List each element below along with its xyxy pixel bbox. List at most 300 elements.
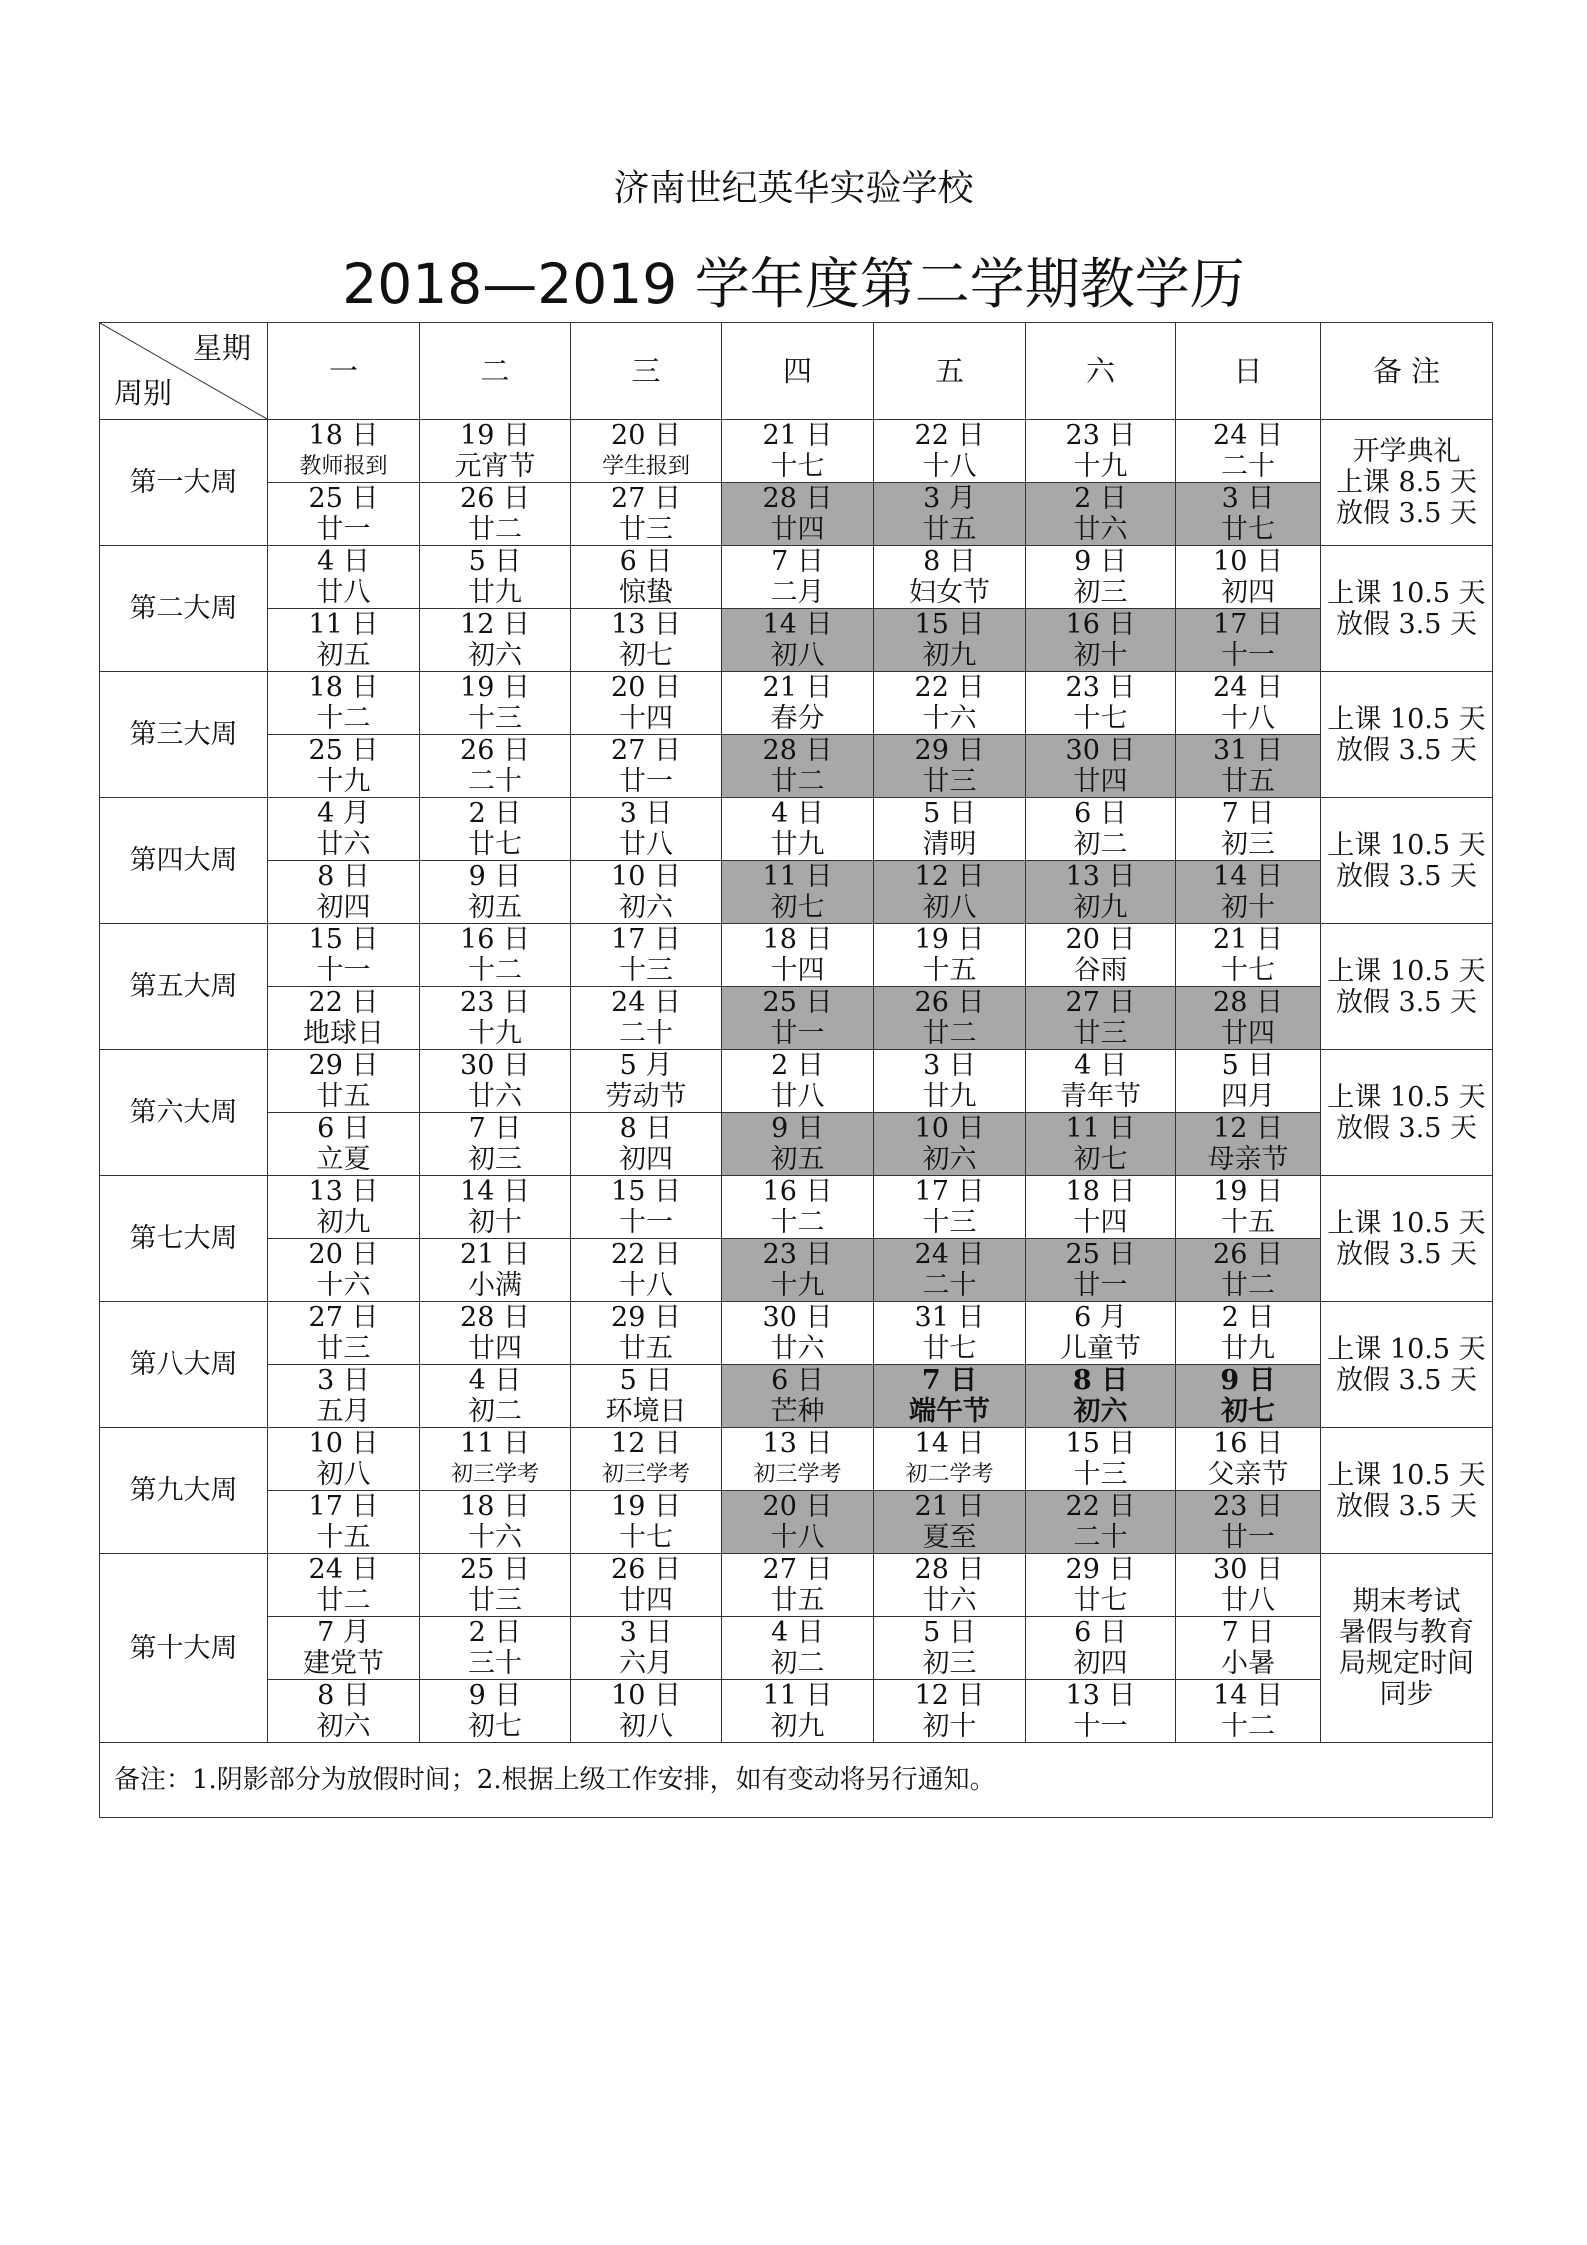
date-label: 25 日: [308, 735, 379, 766]
date-label: 13 日: [762, 1428, 833, 1459]
day-cell: [268, 546, 420, 609]
date-label: 29 日: [611, 1302, 681, 1333]
day-cell: [571, 1302, 722, 1365]
calendar-row: [100, 672, 1493, 735]
day-cell: [1176, 1428, 1321, 1491]
lunar-or-event-label: 初五: [468, 892, 522, 923]
day-cell: [1176, 1302, 1321, 1365]
date-label: 13 日: [308, 1176, 379, 1207]
lunar-or-event-label: 二月: [770, 577, 825, 608]
date-label: 8 日: [923, 546, 976, 577]
date-label: 15 日: [914, 609, 985, 640]
lunar-or-event-label: 初二: [1073, 829, 1128, 860]
day-cell: [1176, 546, 1321, 609]
day-cell: [268, 1680, 420, 1743]
date-label: 27 日: [1065, 987, 1136, 1018]
date-label: 20 日: [611, 672, 681, 703]
date-label: 17 日: [611, 924, 681, 955]
date-label: 2 日: [468, 1617, 522, 1648]
day-cell: [874, 1680, 1026, 1743]
date-label: 27 日: [308, 1302, 379, 1333]
lunar-or-event-label: 廿四: [468, 1333, 522, 1364]
lunar-or-event-label: 十九: [1073, 451, 1128, 482]
day-cell: [268, 1428, 420, 1491]
holiday-day-cell: [1026, 1365, 1176, 1428]
date-label: 3 日: [317, 1365, 370, 1396]
lunar-or-event-label: 廿九: [922, 1081, 977, 1112]
remark-line: 放假 3.5 天: [1335, 1490, 1478, 1522]
calendar-row: [100, 1428, 1493, 1491]
holiday-day-cell: [874, 1239, 1026, 1302]
calendar-row: [100, 861, 1493, 924]
lunar-or-event-label: 廿八: [770, 1081, 825, 1112]
date-label: 8 日: [619, 1113, 673, 1144]
lunar-or-event-label: 清明: [922, 829, 977, 860]
day-cell: [268, 1113, 420, 1176]
day-cell: [571, 1428, 722, 1491]
date-label: 11 日: [762, 861, 833, 892]
lunar-or-event-label: 十四: [770, 955, 825, 986]
day-cell: [571, 1617, 722, 1680]
weekday-header: 五: [874, 323, 1026, 420]
lunar-or-event-label: 廿六: [468, 1081, 522, 1112]
lunar-or-event-label: 十八: [770, 1522, 825, 1553]
date-label: 24 日: [914, 1239, 985, 1270]
date-label: 23 日: [1065, 420, 1136, 451]
week-remark: [1321, 1176, 1493, 1302]
date-label: 22 日: [914, 672, 985, 703]
date-label: 29 日: [914, 735, 985, 766]
page-title: 2018—2019 学年度第二学期教学历: [342, 252, 1245, 316]
lunar-or-event-label: 十五: [922, 955, 977, 986]
lunar-or-event-label: 教师报到: [299, 454, 388, 479]
date-label: 2 日: [1074, 483, 1127, 514]
holiday-day-cell: [874, 1113, 1026, 1176]
day-cell: [268, 483, 420, 546]
day-cell: [571, 1365, 722, 1428]
calendar-row: [100, 483, 1493, 546]
lunar-or-event-label: 二十: [1073, 1522, 1128, 1553]
lunar-or-event-label: 廿五: [316, 1081, 371, 1112]
lunar-or-event-label: 环境日: [605, 1396, 687, 1427]
lunar-or-event-label: 廿五: [770, 1585, 825, 1616]
remark-line: 上课 10.5 天: [1327, 1459, 1486, 1491]
date-label: 4 日: [317, 546, 370, 577]
date-label: 14 日: [914, 1428, 985, 1459]
day-cell: [1026, 546, 1176, 609]
remark-line: 上课 10.5 天: [1327, 1333, 1486, 1365]
day-cell: [420, 1491, 571, 1554]
date-label: 16 日: [1213, 1428, 1283, 1459]
date-label: 6 日: [1074, 1617, 1127, 1648]
day-cell: [420, 1365, 571, 1428]
lunar-or-event-label: 初五: [316, 640, 371, 671]
holiday-day-cell: [1026, 861, 1176, 924]
lunar-or-event-label: 初八: [922, 892, 977, 923]
lunar-or-event-label: 初八: [619, 1711, 673, 1742]
remark-line: 放假 3.5 天: [1335, 860, 1478, 892]
date-label: 30 日: [460, 1050, 530, 1081]
date-label: 3 日: [619, 1617, 673, 1648]
date-label: 14 日: [762, 609, 833, 640]
date-label: 9 日: [468, 861, 522, 892]
lunar-or-event-label: 十七: [1221, 955, 1275, 986]
date-label: 6 日: [771, 1365, 824, 1396]
week-remark: [1321, 924, 1493, 1050]
day-cell: [571, 1554, 722, 1617]
remark-line: 放假 3.5 天: [1335, 498, 1478, 529]
day-cell: [571, 609, 722, 672]
lunar-or-event-label: 初二学考: [905, 1462, 994, 1487]
remark-line: 上课 10.5 天: [1327, 1081, 1486, 1113]
date-label: 5 日: [1221, 1050, 1275, 1081]
day-cell: [420, 1680, 571, 1743]
date-label: 17 日: [308, 1491, 379, 1522]
date-label: 21 日: [762, 420, 833, 451]
date-label: 8 日: [1072, 1365, 1129, 1396]
day-cell: [268, 1554, 420, 1617]
date-label: 23 日: [762, 1239, 833, 1270]
footer-note: 备注：1.阴影部分为放假时间；2.根据上级工作安排，如有变动将另行通知。: [100, 1743, 1493, 1818]
lunar-or-event-label: 春分: [770, 703, 825, 734]
date-label: 24 日: [611, 987, 681, 1018]
footer-row: [100, 1743, 1493, 1818]
lunar-or-event-label: 廿六: [316, 829, 371, 860]
lunar-or-event-label: 廿六: [770, 1333, 825, 1364]
calendar-row: [100, 1680, 1493, 1743]
week-label: 第十大周: [100, 1554, 268, 1743]
day-cell: [571, 483, 722, 546]
day-cell: [1026, 1050, 1176, 1113]
day-cell: [1176, 798, 1321, 861]
remark-line: 上课 10.5 天: [1327, 577, 1486, 609]
day-cell: [571, 1491, 722, 1554]
date-label: 17 日: [1213, 609, 1283, 640]
lunar-or-event-label: 初六: [468, 640, 522, 671]
date-label: 13 日: [1065, 1680, 1136, 1711]
week-remark: [1321, 1302, 1493, 1428]
lunar-or-event-label: 初七: [619, 640, 673, 671]
day-cell: [571, 672, 722, 735]
lunar-or-event-label: 端午节: [909, 1396, 990, 1427]
lunar-or-event-label: 廿一: [619, 766, 673, 797]
lunar-or-event-label: 初二: [468, 1396, 522, 1427]
holiday-day-cell: [874, 861, 1026, 924]
week-label: 第七大周: [100, 1176, 268, 1302]
date-label: 16 日: [460, 924, 530, 955]
day-cell: [420, 1428, 571, 1491]
date-label: 5 日: [923, 798, 976, 829]
calendar-body: [100, 323, 1493, 1743]
lunar-or-event-label: 廿四: [1073, 766, 1128, 797]
date-label: 14 日: [1213, 1680, 1283, 1711]
lunar-or-event-label: 廿一: [316, 514, 371, 545]
holiday-day-cell: [722, 1491, 874, 1554]
date-label: 5 日: [468, 546, 522, 577]
calendar-row: [100, 1617, 1493, 1680]
lunar-or-event-label: 十三: [619, 955, 673, 986]
lunar-or-event-label: 初三: [1073, 577, 1128, 608]
lunar-or-event-label: 廿二: [468, 514, 522, 545]
week-label: 第六大周: [100, 1050, 268, 1176]
lunar-or-event-label: 初四: [1073, 1648, 1128, 1679]
lunar-or-event-label: 廿五: [619, 1333, 673, 1364]
school-name: 济南世纪英华实验学校: [613, 168, 974, 209]
lunar-or-event-label: 惊蛰: [619, 577, 673, 608]
day-cell: [1026, 798, 1176, 861]
date-label: 6 日: [1074, 798, 1127, 829]
date-label: 18 日: [762, 924, 833, 955]
date-label: 22 日: [308, 987, 379, 1018]
lunar-or-event-label: 廿二: [770, 766, 825, 797]
lunar-or-event-label: 廿七: [1221, 514, 1275, 545]
date-label: 4 日: [771, 798, 824, 829]
lunar-or-event-label: 初十: [922, 1711, 977, 1742]
lunar-or-event-label: 十六: [922, 703, 977, 734]
day-cell: [420, 1617, 571, 1680]
day-cell: [571, 420, 722, 483]
holiday-day-cell: [1176, 483, 1321, 546]
date-label: 23 日: [1213, 1491, 1283, 1522]
week-remark: [1321, 420, 1493, 546]
header-row: [100, 323, 1493, 420]
day-cell: [722, 1617, 874, 1680]
holiday-day-cell: [722, 1365, 874, 1428]
weekday-header: 四: [722, 323, 874, 420]
remark-line: 放假 3.5 天: [1335, 1112, 1478, 1144]
date-label: 29 日: [1065, 1554, 1136, 1585]
holiday-day-cell: [1176, 735, 1321, 798]
date-label: 2 日: [1221, 1302, 1275, 1333]
date-label: 15 日: [308, 924, 379, 955]
holiday-day-cell: [1176, 1365, 1321, 1428]
date-label: 24 日: [1213, 672, 1283, 703]
remark-line: 上课 10.5 天: [1327, 703, 1486, 735]
date-label: 4 日: [1074, 1050, 1127, 1081]
holiday-day-cell: [722, 483, 874, 546]
day-cell: [1026, 672, 1176, 735]
lunar-or-event-label: 廿九: [468, 577, 522, 608]
week-remark: [1321, 1554, 1493, 1743]
day-cell: [571, 1680, 722, 1743]
calendar-row: [100, 924, 1493, 987]
week-label: 第八大周: [100, 1302, 268, 1428]
week-label: 第二大周: [100, 546, 268, 672]
lunar-or-event-label: 十二: [468, 955, 522, 986]
date-label: 3 日: [923, 1050, 976, 1081]
day-cell: [874, 1176, 1026, 1239]
day-cell: [874, 924, 1026, 987]
holiday-day-cell: [874, 609, 1026, 672]
calendar-row: [100, 546, 1493, 609]
day-cell: [420, 1554, 571, 1617]
lunar-or-event-label: 十三: [922, 1207, 977, 1238]
lunar-or-event-label: 廿八: [316, 577, 371, 608]
date-label: 30 日: [762, 1302, 833, 1333]
calendar-row: [100, 1302, 1493, 1365]
weekday-header: 六: [1026, 323, 1176, 420]
date-label: 18 日: [460, 1491, 530, 1522]
day-cell: [1176, 1050, 1321, 1113]
day-cell: [268, 924, 420, 987]
date-label: 9 日: [468, 1680, 522, 1711]
day-cell: [1026, 1680, 1176, 1743]
day-cell: [420, 1113, 571, 1176]
day-cell: [874, 1050, 1026, 1113]
date-label: 18 日: [1065, 1176, 1136, 1207]
holiday-day-cell: [1176, 861, 1321, 924]
lunar-or-event-label: 廿七: [468, 829, 522, 860]
day-cell: [268, 1617, 420, 1680]
lunar-or-event-label: 建党节: [303, 1648, 384, 1679]
day-cell: [874, 1428, 1026, 1491]
date-label: 24 日: [1213, 420, 1283, 451]
lunar-or-event-label: 二十: [468, 766, 522, 797]
lunar-or-event-label: 二十: [922, 1270, 977, 1301]
lunar-or-event-label: 廿三: [316, 1333, 371, 1364]
lunar-or-event-label: 十一: [316, 955, 371, 986]
date-label: 3 月: [923, 483, 976, 514]
day-cell: [571, 1050, 722, 1113]
day-cell: [420, 798, 571, 861]
day-cell: [420, 1239, 571, 1302]
lunar-or-event-label: 初六: [619, 892, 673, 923]
day-cell: [420, 924, 571, 987]
calendar-row: [100, 1050, 1493, 1113]
day-cell: [1026, 1617, 1176, 1680]
date-label: 10 日: [611, 1680, 681, 1711]
holiday-day-cell: [874, 1491, 1026, 1554]
date-label: 5 日: [619, 1365, 673, 1396]
lunar-or-event-label: 初九: [922, 640, 977, 671]
week-remark: [1321, 672, 1493, 798]
lunar-or-event-label: 十七: [1073, 703, 1128, 734]
day-cell: [874, 546, 1026, 609]
lunar-or-event-label: 十一: [619, 1207, 673, 1238]
lunar-or-event-label: 初九: [316, 1207, 371, 1238]
day-cell: [874, 1302, 1026, 1365]
lunar-or-event-label: 初二: [770, 1648, 825, 1679]
calendar-row: [100, 1491, 1493, 1554]
week-label: 第一大周: [100, 420, 268, 546]
week-label: 第四大周: [100, 798, 268, 924]
lunar-or-event-label: 初十: [468, 1207, 522, 1238]
lunar-or-event-label: 初八: [770, 640, 825, 671]
lunar-or-event-label: 廿三: [922, 766, 977, 797]
day-cell: [1176, 924, 1321, 987]
lunar-or-event-label: 十八: [1221, 703, 1275, 734]
day-cell: [874, 672, 1026, 735]
date-label: 19 日: [460, 672, 530, 703]
date-label: 12 日: [1213, 1113, 1283, 1144]
date-label: 21 日: [762, 672, 833, 703]
lunar-or-event-label: 学生报到: [601, 454, 690, 479]
date-label: 10 日: [914, 1113, 985, 1144]
calendar-row: [100, 798, 1493, 861]
week-remark: [1321, 1050, 1493, 1176]
day-cell: [420, 861, 571, 924]
lunar-or-event-label: 十三: [1073, 1459, 1128, 1490]
date-label: 29 日: [308, 1050, 379, 1081]
date-label: 13 日: [1065, 861, 1136, 892]
date-label: 19 日: [1213, 1176, 1283, 1207]
day-cell: [268, 609, 420, 672]
remark-line: 暑假与教育: [1339, 1617, 1474, 1648]
day-cell: [571, 1176, 722, 1239]
lunar-or-event-label: 十七: [619, 1522, 673, 1553]
date-label: 7 日: [771, 546, 824, 577]
lunar-or-event-label: 廿八: [619, 829, 673, 860]
date-label: 2 日: [771, 1050, 824, 1081]
lunar-or-event-label: 廿八: [1221, 1585, 1275, 1616]
date-label: 27 日: [611, 483, 681, 514]
week-label: 第九大周: [100, 1428, 268, 1554]
remark-line: 上课 10.5 天: [1327, 1207, 1486, 1239]
date-label: 25 日: [308, 483, 379, 514]
date-label: 21 日: [914, 1491, 985, 1522]
lunar-or-event-label: 廿一: [1221, 1522, 1275, 1553]
lunar-or-event-label: 十九: [468, 1018, 522, 1049]
lunar-or-event-label: 初十: [1073, 640, 1128, 671]
date-label: 21 日: [460, 1239, 530, 1270]
lunar-or-event-label: 青年节: [1060, 1081, 1141, 1112]
lunar-or-event-label: 十一: [1073, 1711, 1128, 1742]
day-cell: [268, 1302, 420, 1365]
lunar-or-event-label: 十六: [468, 1522, 522, 1553]
lunar-or-event-label: 初六: [922, 1144, 977, 1175]
week-remark: [1321, 798, 1493, 924]
day-cell: [268, 1176, 420, 1239]
date-label: 28 日: [460, 1302, 530, 1333]
date-label: 28 日: [914, 1554, 985, 1585]
lunar-or-event-label: 劳动节: [605, 1081, 687, 1112]
date-label: 5 月: [619, 1050, 673, 1081]
day-cell: [420, 1176, 571, 1239]
lunar-or-event-label: 十八: [922, 451, 977, 482]
day-cell: [268, 1491, 420, 1554]
day-cell: [722, 1302, 874, 1365]
date-label: 21 日: [1213, 924, 1283, 955]
lunar-or-event-label: 廿三: [619, 514, 673, 545]
holiday-day-cell: [1176, 609, 1321, 672]
date-label: 10 日: [1213, 546, 1283, 577]
date-label: 20 日: [762, 1491, 833, 1522]
holiday-day-cell: [722, 1239, 874, 1302]
lunar-or-event-label: 二十: [619, 1018, 673, 1049]
date-label: 6 日: [317, 1113, 370, 1144]
lunar-or-event-label: 初七: [1073, 1144, 1128, 1175]
day-cell: [722, 1050, 874, 1113]
date-label: 17 日: [914, 1176, 985, 1207]
date-label: 13 日: [611, 609, 681, 640]
date-label: 7 日: [468, 1113, 522, 1144]
date-label: 26 日: [1213, 1239, 1283, 1270]
date-label: 19 日: [460, 420, 530, 451]
remark-line: 放假 3.5 天: [1335, 608, 1478, 640]
holiday-day-cell: [1176, 1239, 1321, 1302]
lunar-or-event-label: 廿四: [619, 1585, 673, 1616]
lunar-or-event-label: 初三学考: [601, 1462, 690, 1487]
lunar-or-event-label: 十二: [770, 1207, 825, 1238]
lunar-or-event-label: 廿二: [1221, 1270, 1275, 1301]
date-label: 22 日: [914, 420, 985, 451]
lunar-or-event-label: 父亲节: [1207, 1459, 1289, 1490]
lunar-or-event-label: 妇女节: [909, 577, 990, 608]
remark-line: 开学典礼: [1352, 436, 1461, 467]
date-label: 12 日: [611, 1428, 681, 1459]
holiday-day-cell: [1026, 1113, 1176, 1176]
holiday-day-cell: [722, 609, 874, 672]
